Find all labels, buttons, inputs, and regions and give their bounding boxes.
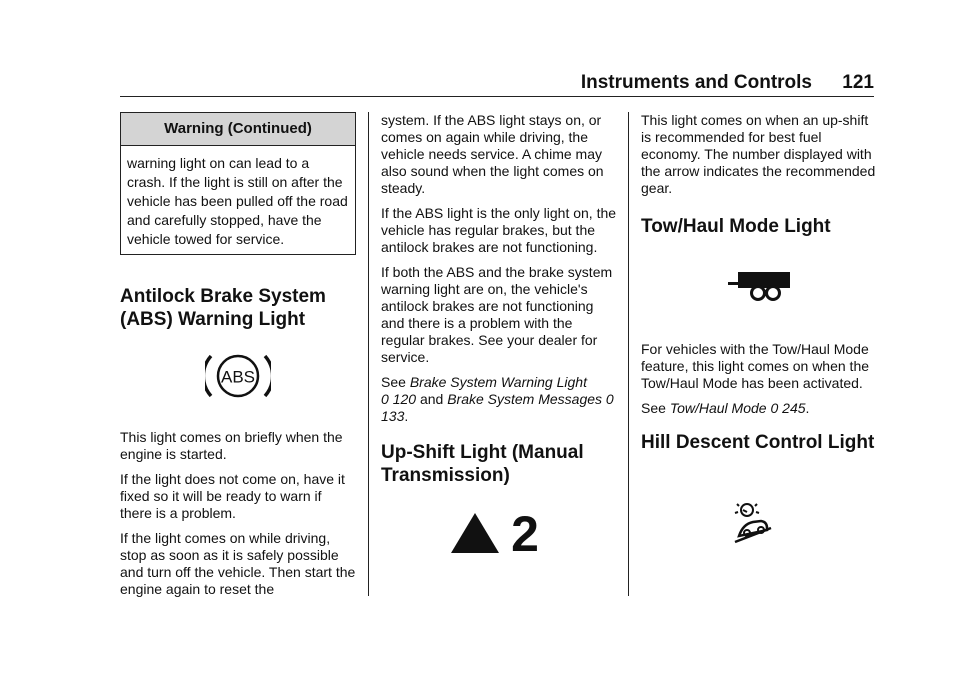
warning-body: warning light on can lead to a crash. If the light is still on after the vehicle has been pulled off the road and carefully stopped, have the vehicle towed for service. [127, 155, 348, 247]
abs-heading [120, 285, 356, 331]
see-label: See [641, 400, 666, 416]
upshift-gear-number: 2 [511, 507, 539, 555]
upshift-arrow-icon [449, 507, 545, 555]
xref-link[interactable]: Brake System Messages 0 133 [381, 391, 614, 424]
xref-link[interactable]: Tow/Haul Mode 0 245 [669, 400, 806, 416]
hdc-heading: Hill Descent Control Light [641, 432, 875, 453]
upshift-heading-line1: Up-Shift Light (Manual [381, 442, 584, 463]
see-label: See [381, 374, 406, 390]
towhaul-text [641, 341, 877, 454]
xref-link[interactable]: Brake System Warning Light 0 120 [381, 374, 587, 407]
towhaul-heading: Tow/Haul Mode Light [641, 216, 831, 237]
trailer-icon [728, 272, 792, 304]
page-number: 121 [842, 72, 874, 93]
abs-icon-text: ABS [220, 367, 256, 387]
upshift-heading-line2: Transmission) [381, 465, 510, 486]
warning-box [120, 112, 356, 255]
paragraph: This light comes on briefly when the engine is started. [120, 429, 343, 462]
page-header [120, 66, 874, 97]
upshift-heading [381, 441, 617, 487]
cross-reference: See Tow/Haul Mode 0 245. [641, 400, 810, 416]
abs-text [120, 429, 356, 606]
paragraph: This light comes on when an up-shift is recommended for best fuel economy. The number displayed with the arrow indicates the recommended gear. [641, 112, 876, 196]
column-divider [628, 112, 629, 596]
paragraph: If the light does not come on, have it fixed so it will be ready to warn if there is a problem. [120, 471, 345, 521]
abs-heading-line1: Antilock Brake System [120, 286, 326, 307]
abs-warning-icon [205, 352, 271, 400]
abs-heading-line2: (ABS) Warning Light [120, 309, 306, 330]
paragraph: system. If the ABS light stays on, or comes on again while driving, the vehicle needs service. A chime may also sound when the light comes on steady. [381, 112, 604, 196]
hill-descent-icon [733, 500, 775, 546]
column-2 [381, 112, 617, 555]
paragraph: If the light comes on while driving, stop as soon as it is safely possible and turn off the vehicle. Then start the engine again to reset the [120, 530, 356, 597]
and-label: and [419, 391, 444, 407]
column-1 [120, 112, 356, 597]
warning-title: Warning (Continued) [121, 113, 355, 146]
paragraph: For vehicles with the Tow/Haul Mode feature, this light comes on when the Tow/Haul Mode has been activated. [641, 341, 870, 391]
section-title: Instruments and Controls [580, 72, 812, 93]
column-divider [368, 112, 369, 596]
column-3 [641, 112, 877, 453]
cross-reference: See Brake System Warning Light 0 120 and Brake System Messages 0 133. [381, 374, 614, 424]
paragraph: If the ABS light is the only light on, the vehicle has regular brakes, but the antilock brakes are not functioning. [381, 205, 617, 255]
paragraph: If both the ABS and the brake system warning light are on, the vehicle's antilock brakes are not functioning and there is a problem with the regular brakes. See your dealer for service. [381, 264, 613, 365]
